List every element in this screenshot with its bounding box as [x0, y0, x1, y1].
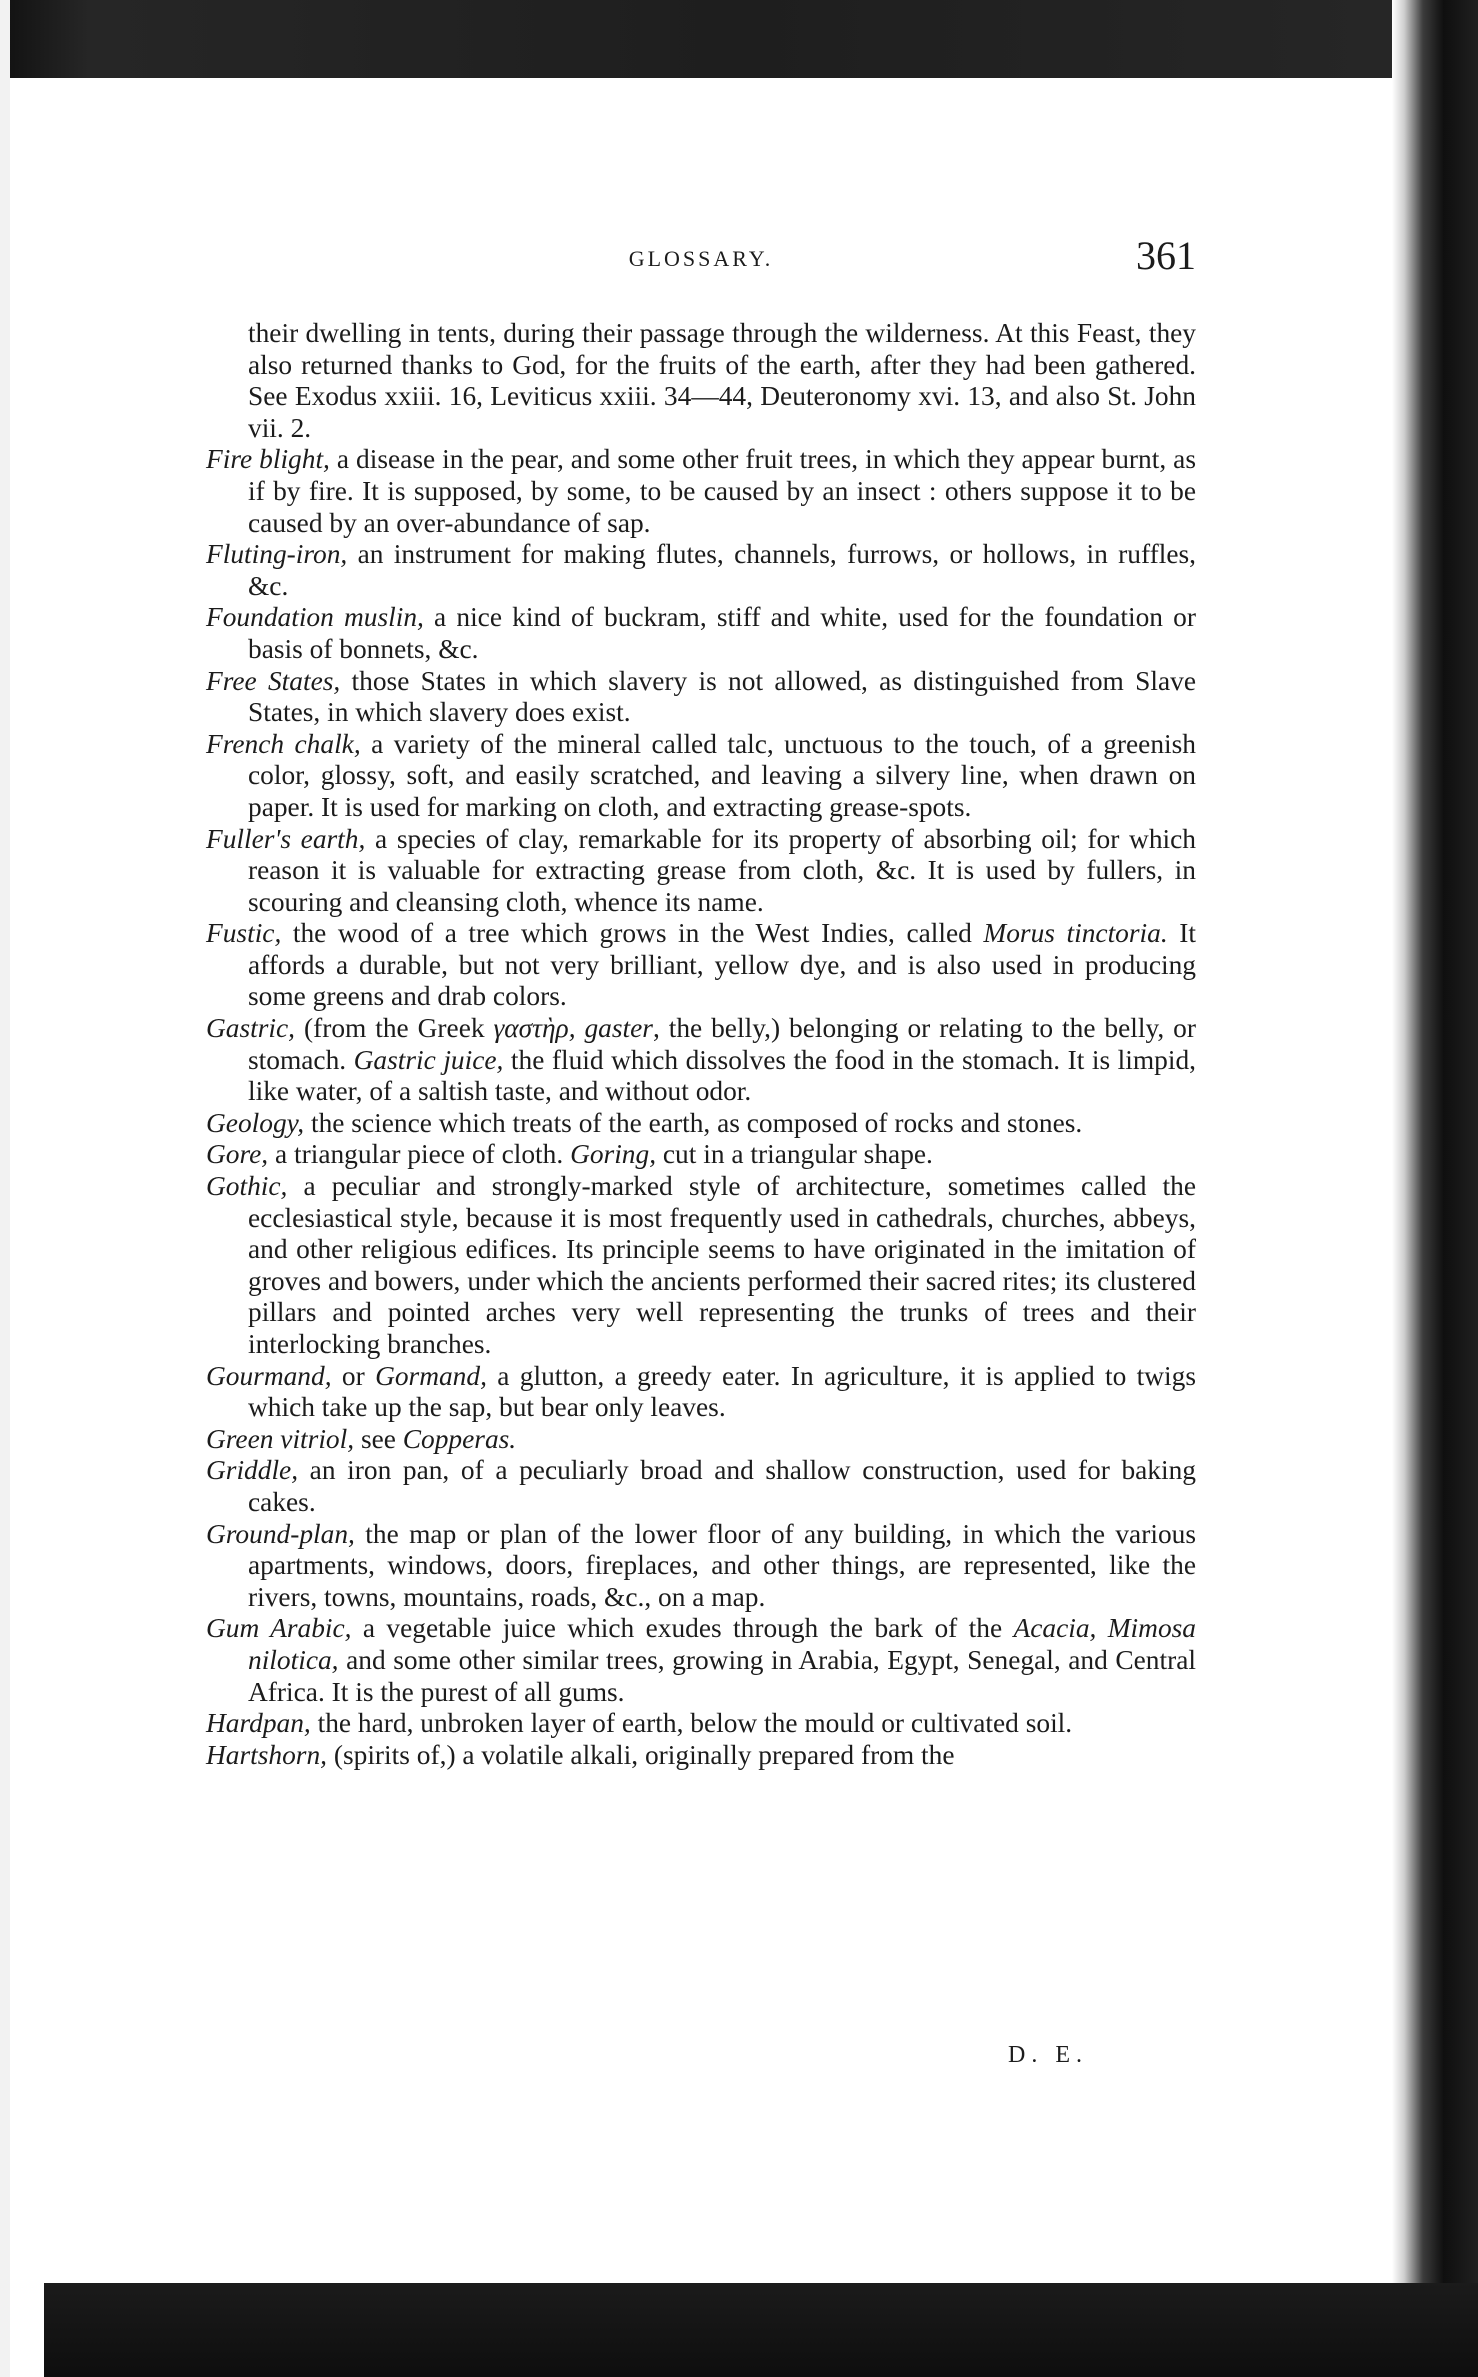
- entry-term: Gore,: [206, 1139, 269, 1170]
- glossary-entry: Green vitriol, see Copperas.: [206, 1423, 517, 1454]
- page-number: 361: [1136, 233, 1196, 278]
- glossary-entry: Gore, a triangular piece of cloth. Goring, cut in a triangular shape.: [206, 1139, 933, 1170]
- glossary-entries: [206, 318, 1196, 1771]
- glossary-entry: Free States, those States in which slavery is not allowed, as distinguished from Slave States, in which slavery does exist.: [206, 665, 1196, 728]
- entry-term: French chalk,: [206, 728, 361, 759]
- continuation-paragraph: their dwelling in tents, during their passage through the wilderness. At this Feast, they also returned thanks to God, for the fruits of the earth, after they had been gathered. See Exodus xxiii. 16, Leviticus xxiii. 34—44, Deuteronomy xvi. 13, and also St. John vii. 2.: [248, 318, 1196, 443]
- entry-term: Geology,: [206, 1107, 305, 1138]
- running-title: GLOSSARY.: [628, 246, 774, 271]
- glossary-entry: Fire blight, a disease in the pear, and some other fruit trees, in which they appear burnt, as if by fire. It is supposed, by some, to be caused by an insect : others suppose it to be caused by an over-abundance of sap.: [206, 444, 1196, 538]
- book-page: [206, 232, 1196, 2092]
- glossary-entry: Hardpan, the hard, unbroken layer of earth, below the mould or cultivated soil.: [206, 1708, 1073, 1739]
- glossary-entry: Gum Arabic, a vegetable juice which exudes through the bark of the Acacia, Mimosa nilotica, and some other similar trees, growing in Arabia, Egypt, Senegal, and Central Africa. It is the purest of all gums.: [206, 1613, 1197, 1707]
- entry-term: Gastric,: [206, 1013, 296, 1044]
- entry-term: Fluting-iron,: [206, 539, 348, 570]
- entry-term: Hartshorn,: [206, 1739, 327, 1770]
- glossary-entry: Gourmand, or Gormand, a glutton, a greedy eater. In agriculture, it is applied to twigs which take up the sap, but bear only leaves.: [206, 1360, 1196, 1423]
- glossary-entry: Geology, the science which treats of the earth, as composed of rocks and stones.: [206, 1107, 1083, 1138]
- scan-border-top: [0, 0, 1478, 78]
- signature-mark: D. E.: [1008, 2042, 1088, 2068]
- page-header: [206, 232, 1196, 298]
- glossary-entry: Hartshorn, (spirits of,) a volatile alkali, originally prepared from the: [206, 1739, 955, 1770]
- entry-term: Free States,: [206, 665, 341, 696]
- glossary-entry: French chalk, a variety of the mineral called talc, unctuous to the touch, of a greenish color, glossy, soft, and easily scratched, and leaving a silvery line, when drawn on paper. It is used for marking on cloth, and extracting grease-spots.: [206, 728, 1197, 822]
- glossary-entry: Ground-plan, the map or plan of the lower floor of any building, in which the various apartments, windows, doors, fireplaces, and other things, are represented, like the rivers, towns, mountains, roads, &c., on a map.: [206, 1518, 1196, 1612]
- glossary-entry: Fustic, the wood of a tree which grows in the West Indies, called Morus tinctoria. It affords a durable, but not very brilliant, yellow dye, and is also used in producing some greens and drab colors.: [206, 918, 1196, 1012]
- entry-term: Gothic,: [206, 1171, 288, 1202]
- glossary-entry: Fuller's earth, a species of clay, remarkable for its property of absorbing oil; for which reason it is valuable for extracting grease from cloth, &c. It is used by fullers, in scouring and cleansing cloth, whence its name.: [206, 823, 1196, 917]
- entry-term: Griddle,: [206, 1455, 299, 1486]
- glossary-entry: Gothic, a peculiar and strongly-marked style of architecture, sometimes called the ecclesiastical style, because it is most frequently used in cathedrals, churches, abbeys, and other religious edifices. Its principle seems to have originated in the imitation of groves and bowers, under which the ancients performed their sacred rites; its clustered pillars and pointed arches very well representing the trunks of trees and their interlocking branches.: [206, 1171, 1196, 1359]
- scan-border-left: [0, 0, 10, 2377]
- entry-term: Ground-plan,: [206, 1518, 355, 1549]
- entry-term: Hardpan,: [206, 1708, 311, 1739]
- entry-term: Gum Arabic,: [206, 1613, 352, 1644]
- entry-term: Fustic,: [206, 918, 282, 949]
- glossary-entry: Foundation muslin, a nice kind of buckram, stiff and white, used for the foundation or basis of bonnets, &c.: [206, 602, 1196, 664]
- entry-term: Gourmand,: [206, 1360, 332, 1391]
- entry-term: Fuller's earth,: [206, 823, 366, 854]
- scan-border-bottom: [44, 2283, 1478, 2377]
- entry-term: Foundation muslin,: [206, 602, 424, 633]
- scan-border-right: [1392, 0, 1478, 2377]
- glossary-entry: Fluting-iron, an instrument for making flutes, channels, furrows, or hollows, in ruffles, &c.: [206, 539, 1196, 601]
- glossary-entry: Griddle, an iron pan, of a peculiarly broad and shallow construction, used for baking cakes.: [206, 1455, 1196, 1517]
- glossary-entry: Gastric, (from the Greek γαστὴρ, gaster, the belly,) belonging or relating to the belly, or stomach. Gastric juice, the fluid which dissolves the food in the stomach. It is limpid, like water, of a saltish taste, and without odor.: [206, 1013, 1196, 1107]
- entry-term: Fire blight,: [206, 444, 330, 475]
- entry-term: Green vitriol,: [206, 1423, 355, 1454]
